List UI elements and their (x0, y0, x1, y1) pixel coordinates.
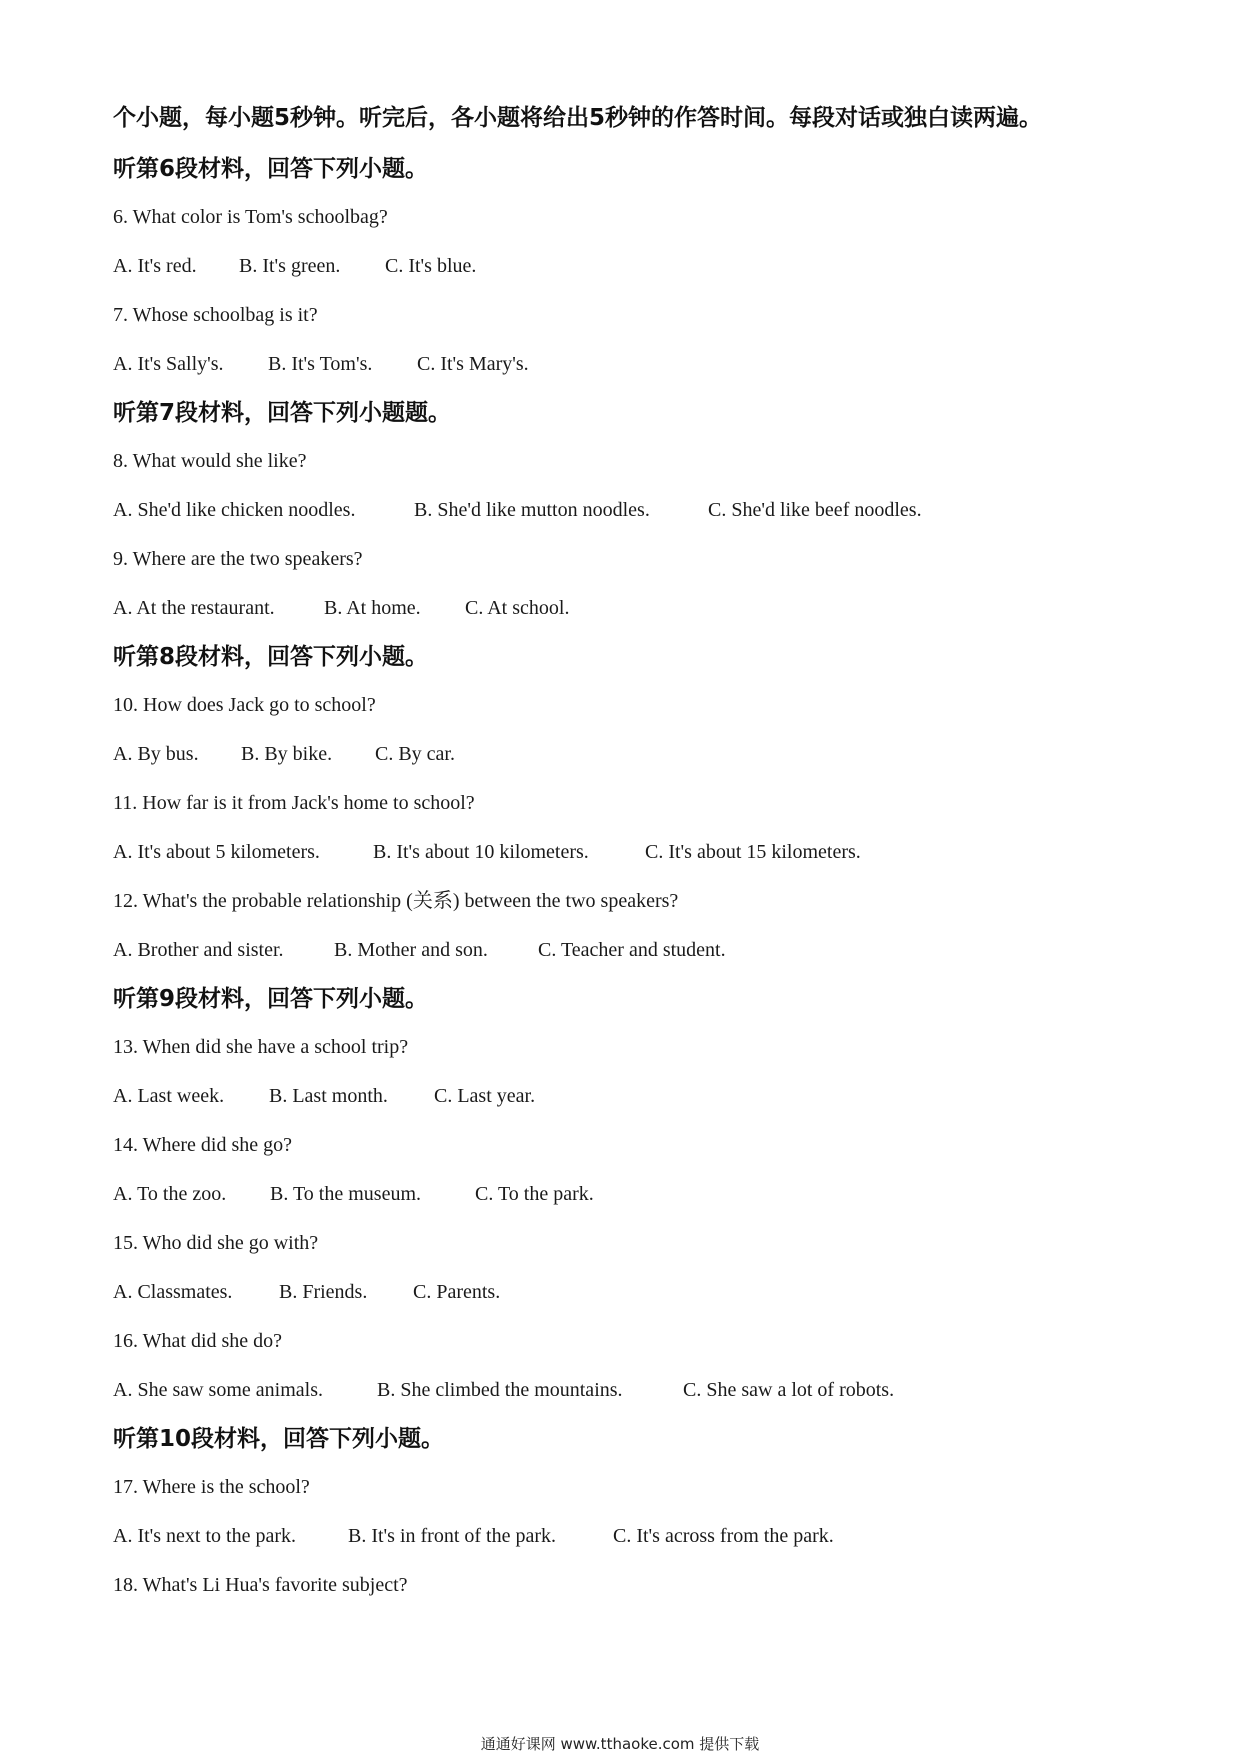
question-text: 13. When did she have a school trip? (113, 1036, 409, 1058)
question-text: 8. What would she like? (113, 450, 307, 472)
option-a: A. She'd like chicken noodles. (113, 499, 356, 521)
question-text: 15. Who did she go with? (113, 1232, 319, 1254)
question-text: 12. What's the probable relationship (关系) between the two speakers? (113, 890, 679, 912)
option-c: C. It's across from the park. (613, 1525, 834, 1547)
answer-options (113, 500, 922, 520)
answer-options (113, 842, 861, 862)
answer-options (113, 1184, 594, 1204)
option-b: B. It's green. (239, 255, 341, 277)
option-a: A. It's red. (113, 255, 197, 277)
option-c: C. She saw a lot of robots. (683, 1379, 895, 1401)
option-b: B. Last month. (269, 1085, 388, 1107)
option-a: A. She saw some animals. (113, 1379, 323, 1401)
question-text: 7. Whose schoolbag is it? (113, 304, 318, 326)
option-c: C. Teacher and student. (538, 939, 726, 961)
question-text: 9. Where are the two speakers? (113, 548, 363, 570)
question-text: 10. How does Jack go to school? (113, 694, 376, 716)
option-b: B. It's Tom's. (268, 353, 373, 375)
intro-text: 个小题，每小题5秒钟。听完后，各小题将给出5秒钟的作答时间。每段对话或独白读两遍。 (113, 105, 1043, 131)
section-heading: 听第10段材料，回答下列小题。 (113, 1426, 445, 1452)
option-b: B. Mother and son. (334, 939, 488, 961)
answer-options (113, 256, 476, 276)
question-text: 6. What color is Tom's schoolbag? (113, 206, 388, 228)
option-c: C. To the park. (475, 1183, 594, 1205)
answer-options (113, 744, 455, 764)
option-b: B. Friends. (279, 1281, 368, 1303)
answer-options (113, 1526, 834, 1546)
section-heading: 听第6段材料，回答下列小题。 (113, 156, 429, 182)
option-a: A. At the restaurant. (113, 597, 275, 619)
option-b: B. By bike. (241, 743, 333, 765)
option-c: C. It's Mary's. (417, 353, 529, 375)
option-a: A. It's Sally's. (113, 353, 224, 375)
question-text: 17. Where is the school? (113, 1476, 310, 1498)
option-a: A. It's about 5 kilometers. (113, 841, 320, 863)
option-c: C. At school. (465, 597, 570, 619)
question-text: 11. How far is it from Jack's home to school? (113, 792, 475, 814)
question-text: 16. What did she do? (113, 1330, 283, 1352)
option-c: C. Last year. (434, 1085, 536, 1107)
option-b: B. She climbed the mountains. (377, 1379, 623, 1401)
answer-options (113, 1086, 535, 1106)
section-heading: 听第7段材料，回答下列小题题。 (113, 400, 452, 426)
question-text: 18. What's Li Hua's favorite subject? (113, 1574, 408, 1596)
option-b: B. To the museum. (270, 1183, 422, 1205)
answer-options (113, 1282, 500, 1302)
option-a: A. Last week. (113, 1085, 225, 1107)
option-c: C. It's about 15 kilometers. (645, 841, 861, 863)
option-b: B. At home. (324, 597, 421, 619)
answer-options (113, 1380, 894, 1400)
footer-source: 通通好课网 www.tthaoke.com 提供下载 (480, 1735, 760, 1753)
answer-options (113, 598, 569, 618)
option-a: A. It's next to the park. (113, 1525, 297, 1547)
option-a: A. To the zoo. (113, 1183, 227, 1205)
question-text: 14. Where did she go? (113, 1134, 293, 1156)
option-b: B. It's about 10 kilometers. (373, 841, 589, 863)
option-c: C. Parents. (413, 1281, 501, 1303)
option-c: C. It's blue. (385, 255, 477, 277)
section-heading: 听第9段材料，回答下列小题。 (113, 986, 429, 1012)
option-c: C. By car. (375, 743, 455, 765)
option-b: B. She'd like mutton noodles. (414, 499, 650, 521)
answer-options (113, 940, 726, 960)
section-heading: 听第8段材料，回答下列小题。 (113, 644, 429, 670)
answer-options (113, 354, 529, 374)
option-a: A. Classmates. (113, 1281, 233, 1303)
option-c: C. She'd like beef noodles. (708, 499, 922, 521)
option-a: A. Brother and sister. (113, 939, 284, 961)
option-b: B. It's in front of the park. (348, 1525, 557, 1547)
option-a: A. By bus. (113, 743, 199, 765)
